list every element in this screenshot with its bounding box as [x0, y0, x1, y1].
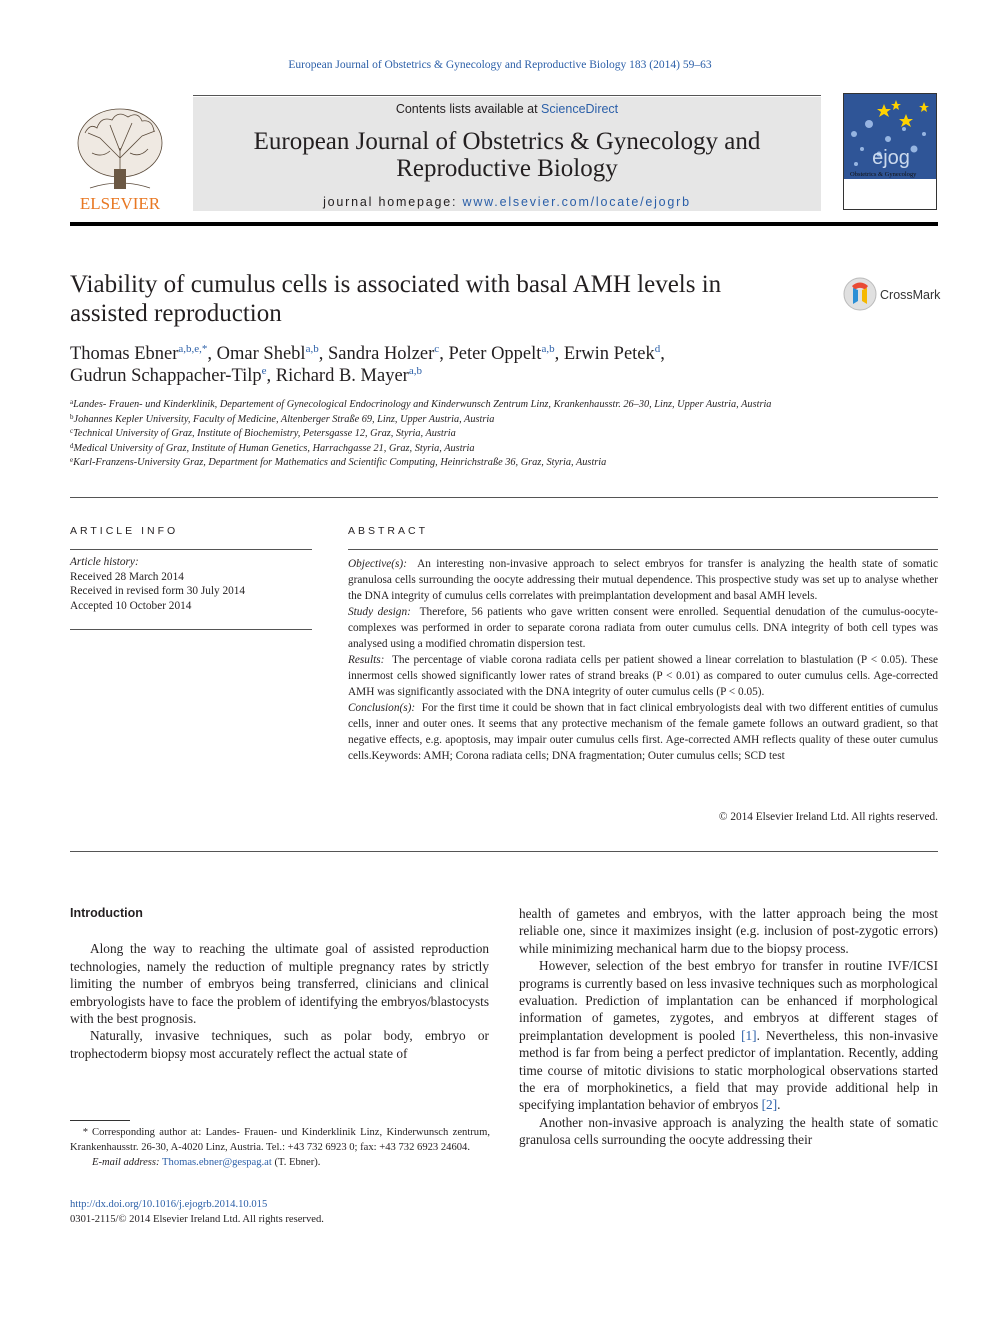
abstract-copyright: © 2014 Elsevier Ireland Ltd. All rights reserved.	[718, 811, 938, 823]
affiliation: $^c$Technical University of Graz, Institute of Biochemistry, Petersgasse 12, Graz, Styria, Austria	[70, 427, 456, 439]
divider	[70, 497, 938, 498]
divider	[348, 549, 938, 550]
abstract-objective: Objective(s): An interesting non-invasive approach to select embryos for transfer is analyzing the health state of somatic granulosa cells surrounding the oocyte addressing their mutual dependence. This prospective study was set up to analyse whether the DNA integrity of cumulus cells correlates with preimplantation development and basal AMH levels.	[348, 558, 938, 602]
journal-title: European Journal of Obstetrics & Gynecology and Reproductive Biology	[253, 128, 761, 182]
footnote-rule	[70, 1120, 130, 1121]
author[interactable]: Gudrun Schappacher-Tilp$^e$,	[70, 365, 276, 386]
divider	[70, 549, 312, 550]
author[interactable]: Thomas Ebner$^{a,b,e,*}$,	[70, 343, 217, 364]
abstract-design: Study design: Therefore, 56 patients who gave written consent were enrolled. Sequential denudation of the cumulus-oocyte-complexes was performed in order to separate corona radiata from outer cumulus cells. DNA integrity of both cell types was analysed using a modified chromatin dispersion test.	[348, 606, 938, 650]
divider	[70, 629, 312, 630]
homepage-prefix: journal homepage:	[323, 195, 463, 209]
revised-date: Received in revised form 30 July 2014	[70, 585, 246, 597]
author[interactable]: Erwin Petek$^d$,	[563, 343, 665, 364]
contents-line	[193, 102, 821, 116]
article-title: Viability of cumulus cells is associated with basal AMH levels in assisted reproduction	[70, 271, 722, 327]
article-history	[70, 555, 310, 613]
homepage-link[interactable]: www.elsevier.com/locate/ejogrb	[462, 195, 691, 209]
corresponding-author-note: * Corresponding author at: Landes- Frauen- und Kinderklinik Linz, Kinderwunsch zentrum, Krankenhausstr. 26-30, A-4020 Linz, Austria. Tel.: +43 732 6923 0; fax: +43 732 6923 24604.	[70, 1127, 490, 1153]
paragraph: However, selection of the best embryo for transfer in routine IVF/ICSI programs is currently based on less invasive techniques such as morphological evaluation. Prediction of implantation can be enhanced if morphological information of gametes, zygotes, and embryos at different stages of preimplantation development is pooled [1]. Nevertheless, this non-invasive method is far from being a perfect predictor of implantation. Recently, adding time course of mitotic divisions to static morphological observations started the era of morphokinetics, a field that may provide additional help in specifying implantation behavior of embryos [2].	[519, 958, 938, 1113]
abstract-heading: ABSTRACT	[348, 525, 429, 537]
citation-link[interactable]: [1]	[741, 1027, 757, 1043]
history-label: Article history:	[70, 556, 139, 568]
affiliation: $^d$Medical University of Graz, Institute of Human Genetics, Harrachgasse 21, Graz, Styria, Austria	[70, 441, 475, 454]
affiliation: $^e$Karl-Franzens-University Graz, Department for Mathematics and Scientific Computing, Heinrichstraße 36, Graz, Styria, Austria	[70, 456, 607, 468]
issn-line: 0301-2115/© 2014 Elsevier Ireland Ltd. All rights reserved.	[70, 1214, 324, 1225]
cover-logo-text: ejog	[872, 147, 910, 169]
affiliations	[70, 398, 790, 471]
journal-homepage	[193, 195, 821, 209]
contents-prefix: Contents lists available at	[395, 102, 542, 116]
body-right-column	[519, 905, 938, 1149]
journal-cover-image[interactable]	[843, 93, 937, 210]
received-date: Received 28 March 2014	[70, 570, 184, 583]
author[interactable]: Sandra Holzer$^c$,	[327, 343, 449, 364]
affiliation: $^b$Johannes Kepler University, Faculty of Medicine, Altenberger Straße 69, Linz, Upper Austria, Austria	[70, 412, 495, 425]
elsevier-logo	[70, 103, 170, 213]
accepted-date: Accepted 10 October 2014	[70, 599, 192, 612]
header-top-rule	[193, 95, 821, 96]
doi-link[interactable]: http://dx.doi.org/10.1016/j.ejogrb.2014.10.015	[70, 1199, 268, 1210]
header-bottom-rule	[70, 222, 938, 226]
citation-link[interactable]: [2]	[761, 1097, 778, 1113]
body-left-column	[70, 905, 489, 1062]
doi-block	[70, 1197, 490, 1227]
paragraph: Along the way to reaching the ultimate goal of assisted reproduction technologies, namely the reduction of multiple pregnancy rates by strictly limiting the number of embryos being transferred, clinicians and clinical embryologists have to face the problem of identifying the embryos/blastocysts with the best prognosis.	[70, 941, 489, 1027]
email-line: E-mail address: Thomas.ebner@gespag.at (T. Ebner).	[92, 1157, 321, 1168]
crossmark-label: CrossMark	[880, 288, 941, 302]
cover-subtitle: Obstetrics & Gynecology	[850, 171, 917, 178]
sciencedirect-link[interactable]: ScienceDirect	[541, 102, 619, 116]
article-info-heading: ARTICLE INFO	[70, 525, 179, 537]
author[interactable]: Richard B. Mayer$^{a,b}$	[275, 365, 422, 386]
author[interactable]: Peter Oppelt$^{a,b}$,	[448, 343, 564, 364]
divider	[70, 851, 938, 852]
paragraph: health of gametes and embryos, with the latter approach being the most reliable one, since it maximizes insight (e.g. inclusion of post-zygotic errors) while minimizing mechanical harm due to the biopsy process.	[519, 906, 938, 956]
corresponding-footnote	[70, 1125, 490, 1170]
section-heading: Introduction	[70, 906, 143, 920]
abstract-body	[348, 556, 938, 764]
paragraph: Naturally, invasive techniques, such as polar body, embryo or trophectoderm biopsy most accurately reflect the actual state of	[70, 1028, 489, 1061]
abstract-conclusion: Conclusion(s): For the first time it could be shown that in fact clinical embryologists deal with two different entities of cumulus cells, inner and outer ones. It seems that any protective mechanism of the female gamete follows an outward gradient, so that negative effects, e.g. apoptosis, may impair outer cumulus cells first. Age-corrected AMH reflects quality of these outer cumulus cells.Keywords: AMH; Corona radiata cells; DNA fragmentation; Outer cumulus cells; SCD test	[348, 702, 939, 762]
abstract-results: Results: The percentage of viable corona radiata cells per patient showed a linear correlation to blastulation (P < 0.05). These innermost cells showed significantly lower rates of strand breaks (P < 0.01) as compared to outer cumulus cells. Age-corrected AMH was significantly associated with the DNA integrity of outer cumulus cells (P < 0.05).	[348, 654, 939, 698]
paragraph: Another non-invasive approach is analyzing the health state of somatic granulosa cells surrounding the oocyte addressing their	[519, 1114, 938, 1148]
email-link[interactable]: Thomas.ebner@gespag.at	[162, 1157, 272, 1168]
elsevier-wordmark: ELSEVIER	[79, 194, 161, 213]
running-header[interactable]: European Journal of Obstetrics & Gynecology and Reproductive Biology 183 (2014) 59–63	[288, 59, 712, 71]
crossmark-badge[interactable]	[842, 276, 942, 312]
author[interactable]: Omar Shebl$^{a,b}$,	[216, 343, 328, 364]
author-list	[70, 343, 830, 387]
affiliation: $^a$Landes- Frauen- und Kinderklinik, Departement of Gynecological Endocrinology and Kinderwunsch Zentrum Linz, Krankenhausstr. 26–30, Linz, Upper Austria, Austria	[70, 398, 772, 410]
